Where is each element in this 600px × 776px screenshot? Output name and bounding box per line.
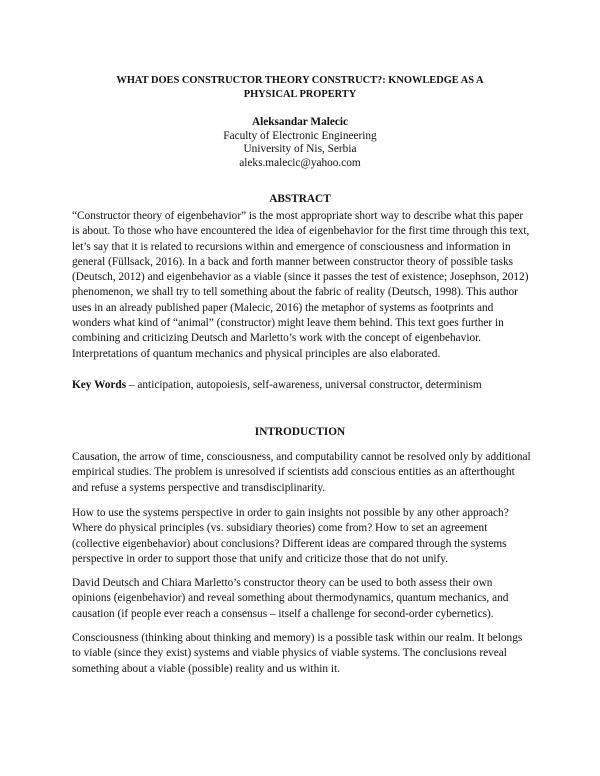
keywords-text: – anticipation, autopoiesis, self-awareness, universal constructor, determinism (126, 379, 482, 391)
keywords-label: Key Words (72, 379, 127, 391)
author-university: University of Nis, Serbia (243, 143, 357, 155)
intro-paragraph-3: David Deutsch and Chiara Marletto’s constructor theory can be used to both assess their own opinions (eigenbehavior) and reveal something about thermodynamics, quantum mechanics, and causation (if people ever reach a consensus – itself a challenge for second-order cybernetics). (72, 577, 509, 620)
intro-paragraph-4: Consciousness (thinking about thinking and memory) is a possible task within our realm. It belongs to viable (since they exist) systems and viable physics of viable systems. The conclusions reveal something about a viable (possible) reality and us within it. (72, 632, 523, 675)
author-block (0, 116, 600, 170)
intro-paragraph-1: Causation, the arrow of time, consciousness, and computability cannot be resolved only by additional empirical studies. The problem is unresolved if scientists add conscious entities as an afterthought and refuse a systems perspective and transdisciplinarity. (72, 451, 531, 494)
abstract-heading: ABSTRACT (269, 193, 331, 205)
keywords (72, 378, 532, 393)
paper-title-line-2: PHYSICAL PROPERTY (243, 89, 357, 100)
author-affiliation: Faculty of Electronic Engineering (223, 129, 377, 142)
intro-paragraph-2: How to use the systems perspective in order to gain insights not possible by any other approach? Where do physical principles (vs. subsidiary theories) come from? How to set an agreement (collective eigenbehavior) about conclusions? Different ideas are compared through the systems perspective in order to support those that unify and criticize those that do not unify. (72, 507, 509, 565)
author-email: aleks.malecic@yahoo.com (239, 156, 361, 169)
paper-title (70, 74, 530, 102)
introduction-heading: INTRODUCTION (254, 426, 346, 438)
paper-title-line-1: WHAT DOES CONSTRUCTOR THEORY CONSTRUCT?: KNOWLEDGE AS A (116, 75, 484, 86)
author-name: Aleksandar Malecic (251, 116, 349, 128)
abstract-text: “Constructor theory of eigenbehavior” is the most appropriate short way to describe what this paper is about. To those who have encountered the idea of eigenbehavior for the first time through this text, let’s say that it is related to recursions within and emergence of consciousness and information in general (Füllsack, 2016). In a back and forth manner between constructor theory of possible tasks (Deutsch, 2012) and eigenbehavior as a viable (since it passes the test of existence; Josephson, 2012) phenomenon, we shall try to tell something about the fabric of reality (Deutsch, 1998). This author uses in an already published paper (Malecic, 2016) the metaphor of systems as footprints and wonders what kind of “animal” (constructor) might leave them behind. This text goes further in combining and criticizing Deutsch and Marletto’s work with the concept of eigenbehavior. Interpretations of quantum mechanics and physical principles are also elaborated. (72, 210, 530, 360)
